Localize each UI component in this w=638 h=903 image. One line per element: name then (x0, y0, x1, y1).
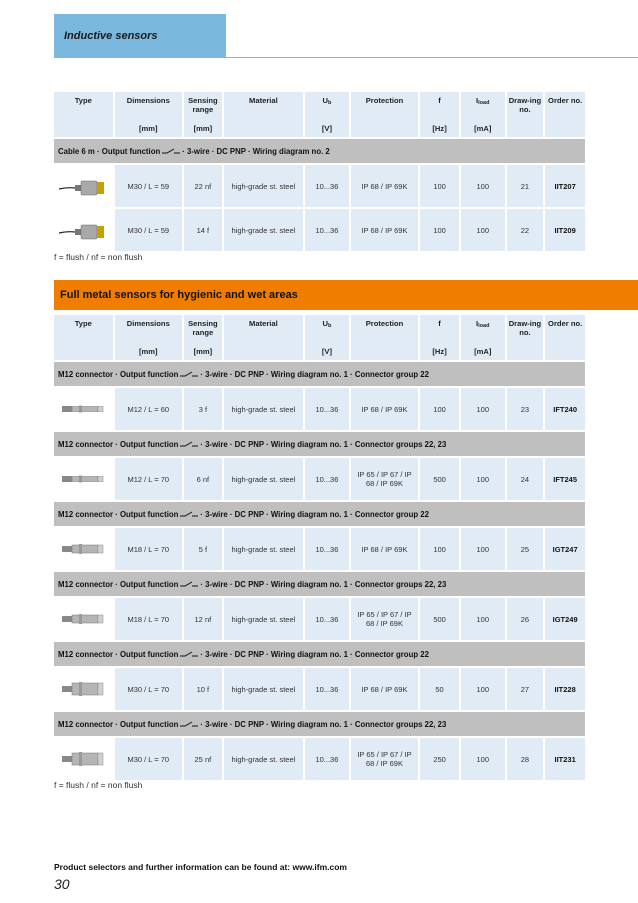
protection-cell: IP 65 / IP 67 / IP 68 / IP 69K (351, 458, 418, 500)
drawing-cell: 24 (507, 458, 544, 500)
sensor-image (54, 598, 113, 640)
drawing-cell: 27 (507, 668, 544, 710)
group-bar: M12 connector · Output function · 3-wire · DC PNP · Wiring diagram no. 1 · Connector group 22 (54, 502, 585, 526)
current-cell: 100 (461, 458, 505, 500)
group-bar: M12 connector · Output function · 3-wire · DC PNP · Wiring diagram no. 1 · Connector groups 22, 23 (54, 432, 585, 456)
drawing-cell: 26 (507, 598, 544, 640)
current-cell: 100 (461, 388, 505, 430)
column-header: Draw-ing no. (507, 92, 544, 137)
footer-text: Product selectors and further information can be found at: www.ifm.com (54, 862, 347, 872)
protection-cell: IP 65 / IP 67 / IP 68 / IP 69K (351, 738, 418, 780)
order-number-cell: IFT245 (545, 458, 585, 500)
group-bar: Cable 6 m · Output function · 3-wire · DC PNP · Wiring diagram no. 2 (54, 139, 585, 163)
switch-symbol-icon (180, 370, 198, 378)
material-cell: high-grade st. steel (224, 458, 303, 500)
voltage-cell: 10...36 (305, 598, 349, 640)
column-header: Draw-ing no. (507, 315, 544, 360)
frequency-cell: 250 (420, 738, 459, 780)
page-number: 30 (54, 876, 70, 892)
order-number-cell: IIT207 (545, 165, 585, 207)
sensor-image-icon (57, 536, 109, 562)
range-cell: 10 f (184, 668, 222, 710)
table-row (54, 668, 585, 710)
table-header (54, 315, 585, 360)
sensor-image (54, 209, 113, 251)
column-header: $U_b$ [V] (305, 92, 349, 137)
group-bar: M12 connector · Output function · 3-wire · DC PNP · Wiring diagram no. 1 · Connector group 22 (54, 362, 585, 386)
frequency-cell: 50 (420, 668, 459, 710)
column-header: Dimensions [mm] (115, 92, 182, 137)
group-bar: M12 connector · Output function · 3-wire · DC PNP · Wiring diagram no. 1 · Connector groups 22, 23 (54, 572, 585, 596)
material-cell: high-grade st. steel (224, 165, 303, 207)
footnote: f = flush / nf = non flush (54, 780, 143, 790)
material-cell: high-grade st. steel (224, 738, 303, 780)
protection-cell: IP 68 / IP 69K (351, 209, 418, 251)
column-header: Type (54, 92, 113, 137)
column-header: Order no. (545, 92, 585, 137)
sensor-image-icon (57, 676, 109, 702)
sensor-image-icon (57, 606, 109, 632)
dimensions-cell: M12 / L = 60 (115, 388, 182, 430)
page-category-title: Inductive sensors (64, 30, 158, 42)
switch-symbol-icon (180, 720, 198, 728)
material-cell: high-grade st. steel (224, 209, 303, 251)
dimensions-cell: M12 / L = 70 (115, 458, 182, 500)
material-cell: high-grade st. steel (224, 668, 303, 710)
drawing-cell: 22 (507, 209, 544, 251)
sensor-image-icon (57, 173, 109, 199)
order-number-cell: IGT249 (545, 598, 585, 640)
drawing-cell: 21 (507, 165, 544, 207)
column-header: f [Hz] (420, 315, 459, 360)
voltage-cell: 10...36 (305, 165, 349, 207)
current-cell: 100 (461, 209, 505, 251)
table-header (54, 92, 585, 137)
protection-cell: IP 68 / IP 69K (351, 388, 418, 430)
sensor-image-icon (57, 396, 109, 422)
drawing-cell: 25 (507, 528, 544, 570)
frequency-cell: 500 (420, 458, 459, 500)
table-row (54, 458, 585, 500)
voltage-cell: 10...36 (305, 668, 349, 710)
dimensions-cell: M30 / L = 59 (115, 209, 182, 251)
group-bar: M12 connector · Output function · 3-wire · DC PNP · Wiring diagram no. 1 · Connector groups 22, 23 (54, 712, 585, 736)
full-metal-sensors-table (54, 315, 585, 780)
switch-symbol-icon (180, 440, 198, 448)
sensor-image (54, 738, 113, 780)
material-cell: high-grade st. steel (224, 528, 303, 570)
section-title: Full metal sensors for hygienic and wet areas (60, 289, 298, 301)
voltage-cell: 10...36 (305, 458, 349, 500)
frequency-cell: 100 (420, 528, 459, 570)
dimensions-cell: M30 / L = 59 (115, 165, 182, 207)
protection-cell: IP 68 / IP 69K (351, 165, 418, 207)
column-header: Sensing range [mm] (184, 92, 222, 137)
column-header: Sensing range [mm] (184, 315, 222, 360)
section-banner (54, 280, 638, 310)
frequency-cell: 100 (420, 209, 459, 251)
protection-cell: IP 68 / IP 69K (351, 528, 418, 570)
drawing-cell: 23 (507, 388, 544, 430)
voltage-cell: 10...36 (305, 209, 349, 251)
table-row (54, 209, 585, 251)
material-cell: high-grade st. steel (224, 388, 303, 430)
column-header: $U_b$ [V] (305, 315, 349, 360)
order-number-cell: IFT240 (545, 388, 585, 430)
current-cell: 100 (461, 528, 505, 570)
dimensions-cell: M18 / L = 70 (115, 528, 182, 570)
frequency-cell: 500 (420, 598, 459, 640)
column-header: f [Hz] (420, 92, 459, 137)
order-number-cell: IIT209 (545, 209, 585, 251)
dimensions-cell: M30 / L = 70 (115, 738, 182, 780)
current-cell: 100 (461, 598, 505, 640)
table-row (54, 598, 585, 640)
header-rule (226, 57, 638, 58)
current-cell: 100 (461, 165, 505, 207)
table-row (54, 738, 585, 780)
range-cell: 5 f (184, 528, 222, 570)
header-banner (54, 14, 226, 58)
sensor-image (54, 528, 113, 570)
switch-symbol-icon (180, 650, 198, 658)
range-cell: 3 f (184, 388, 222, 430)
sensor-image (54, 458, 113, 500)
current-cell: 100 (461, 668, 505, 710)
protection-cell: IP 68 / IP 69K (351, 668, 418, 710)
sensor-image-icon (57, 217, 109, 243)
drawing-cell: 28 (507, 738, 544, 780)
column-header: Type (54, 315, 113, 360)
inductive-sensors-table (54, 92, 585, 251)
sensor-image (54, 668, 113, 710)
voltage-cell: 10...36 (305, 738, 349, 780)
sensor-image-icon (57, 466, 109, 492)
frequency-cell: 100 (420, 388, 459, 430)
dimensions-cell: M30 / L = 70 (115, 668, 182, 710)
order-number-cell: IIT228 (545, 668, 585, 710)
footnote: f = flush / nf = non flush (54, 252, 143, 262)
column-header: $I_{load}$ [mA] (461, 92, 505, 137)
range-cell: 14 f (184, 209, 222, 251)
sensor-image (54, 165, 113, 207)
column-header: $I_{load}$ [mA] (461, 315, 505, 360)
group-bar: M12 connector · Output function · 3-wire · DC PNP · Wiring diagram no. 1 · Connector group 22 (54, 642, 585, 666)
switch-symbol-icon (180, 510, 198, 518)
range-cell: 25 nf (184, 738, 222, 780)
switch-symbol-icon (180, 580, 198, 588)
sensor-image-icon (57, 746, 109, 772)
column-header: Protection (351, 315, 418, 360)
dimensions-cell: M18 / L = 70 (115, 598, 182, 640)
order-number-cell: IIT231 (545, 738, 585, 780)
table-row (54, 528, 585, 570)
column-header: Protection (351, 92, 418, 137)
frequency-cell: 100 (420, 165, 459, 207)
current-cell: 100 (461, 738, 505, 780)
protection-cell: IP 65 / IP 67 / IP 68 / IP 69K (351, 598, 418, 640)
range-cell: 12 nf (184, 598, 222, 640)
order-number-cell: IGT247 (545, 528, 585, 570)
range-cell: 22 nf (184, 165, 222, 207)
voltage-cell: 10...36 (305, 388, 349, 430)
column-header: Material (224, 92, 303, 137)
column-header: Order no. (545, 315, 585, 360)
table-row (54, 388, 585, 430)
material-cell: high-grade st. steel (224, 598, 303, 640)
column-header: Material (224, 315, 303, 360)
column-header: Dimensions [mm] (115, 315, 182, 360)
switch-symbol-icon (162, 147, 180, 155)
range-cell: 6 nf (184, 458, 222, 500)
table-row (54, 165, 585, 207)
sensor-image (54, 388, 113, 430)
voltage-cell: 10...36 (305, 528, 349, 570)
